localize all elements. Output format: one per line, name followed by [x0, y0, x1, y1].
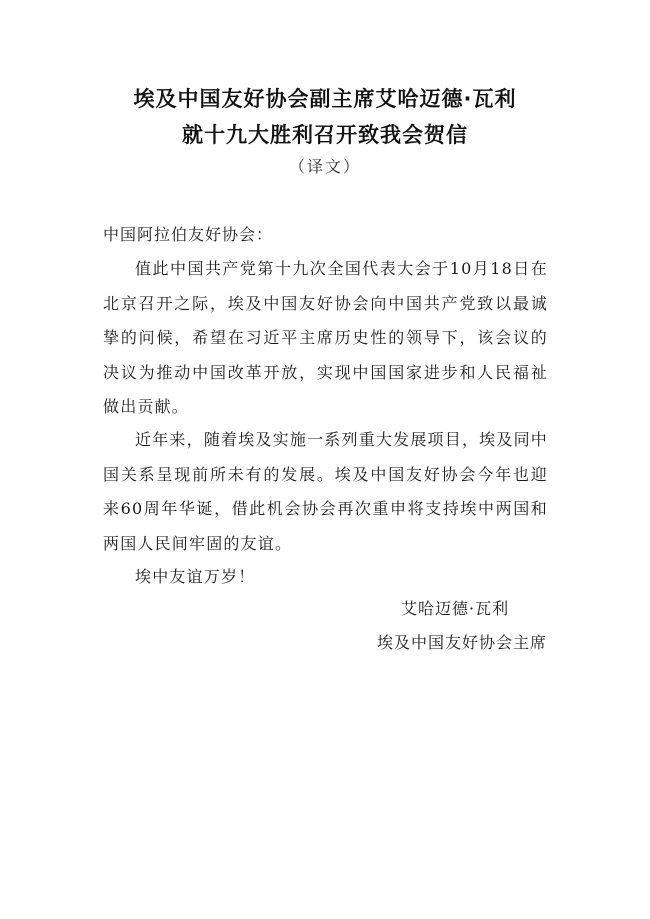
title-line-2: 就十九大胜利召开致我会贺信 — [182, 123, 468, 147]
body-paragraph-1: 值此中国共产党第十九次全国代表大会于10月18日在北京召开之际，埃及中国友好协会向中国共产党致以最诚挚的问候，希望在习近平主席历史性的领导下，该会议的决议为推动中国改革开放，实现中国国家进步和人民福祉做出贡献。 — [103, 259, 548, 416]
signature-title: 埃及中国友好协会主席 — [377, 633, 548, 652]
body-paragraph-2: 近年来，随着埃及实施一系列重大发展项目，埃及同中国关系呈现前所未有的发展。埃及中国友好协会今年也迎来60周年华诞，借此机会协会再次重申将支持埃中两国和两国人民间牢固的友谊。 — [103, 430, 548, 553]
closing-line: 埃中友谊万岁！ — [135, 567, 256, 586]
translation-note: （译文） — [288, 157, 361, 176]
salutation: 中国阿拉伯友好协会： — [103, 225, 274, 244]
signature-name: 艾哈迈德·瓦利 — [401, 599, 510, 618]
title-line-1: 埃及中国友好协会副主席艾哈迈德·瓦利 — [133, 87, 517, 111]
